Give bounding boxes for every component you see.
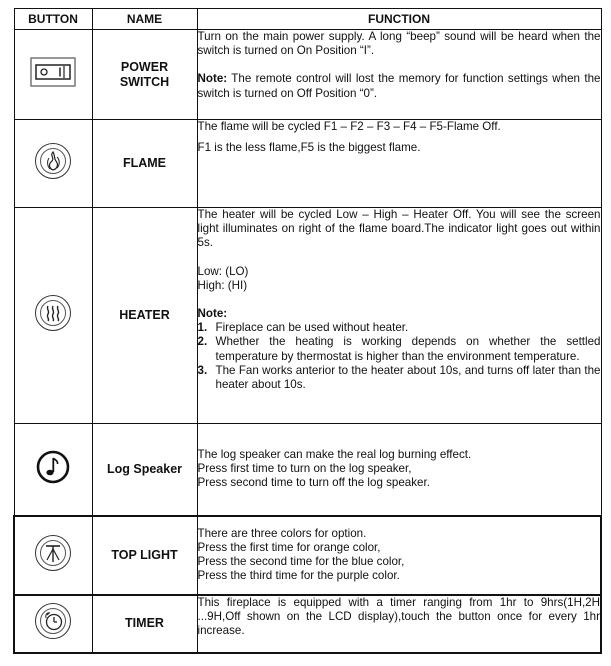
top-light-line-4: Press the third time for the purple color. <box>197 569 400 583</box>
header-name: NAME <box>92 9 197 30</box>
header-button: BUTTON <box>14 9 92 30</box>
top-light-line-2: Press the first time for orange color, <box>197 540 381 554</box>
note-label: Note: <box>197 72 228 86</box>
top-light-icon <box>35 535 71 571</box>
top-light-line-1: There are three colors for option. <box>197 526 367 540</box>
log-speaker-line-1: The log speaker can make the real log burning effect. <box>197 447 472 461</box>
name-heater: HEATER <box>92 208 197 424</box>
flame-icon <box>35 143 71 179</box>
header-function: FUNCTION <box>197 9 601 30</box>
table-row-flame <box>14 120 601 208</box>
header-row <box>14 9 601 30</box>
table-row-top-light <box>14 516 601 595</box>
heater-low: Low: (LO) <box>197 264 249 278</box>
list-item: 1. Fireplace can be used without heater. <box>197 321 409 335</box>
button-function-table <box>13 8 602 654</box>
heat-waves-icon <box>35 295 71 331</box>
table-row-power-switch <box>14 30 601 120</box>
power-switch-note: The remote control will lost the memory for function settings when the switch is turned on Off Position “0”. <box>197 72 601 100</box>
flame-range: F1 is the less flame,F5 is the biggest flame. <box>197 141 421 155</box>
list-item: 2. Whether the heating is working depends on whether the settled temperature by thermostat is higher than the environment temperature. <box>197 335 601 363</box>
list-item: 3. The Fan works anterior to the heater about 10s, and turns off later than the heater about 10s. <box>197 363 601 392</box>
name-switch: SWITCH <box>119 74 170 89</box>
music-note-icon <box>35 449 71 490</box>
name-top-light: TOP LIGHT <box>92 516 197 595</box>
heater-note-label: Note: <box>197 307 228 321</box>
rocker-switch-icon <box>30 57 76 92</box>
timer-icon <box>35 603 71 639</box>
heater-high: High: (HI) <box>197 278 248 292</box>
heater-description: The heater will be cycled Low – High – Heater Off. You will see the screen light illuminates on right of the flame board.The indicator light goes out within 5s. <box>197 208 601 250</box>
name-log-speaker: Log Speaker <box>92 424 197 516</box>
flame-description: The flame will be cycled F1 – F2 – F3 – F4 – F5-Flame Off. <box>197 120 501 133</box>
power-switch-description: Turn on the main power supply. A long “beep” sound will be heard when the switch is turned on On Position “I”. <box>197 30 601 58</box>
log-speaker-line-2: Press first time to turn on the log speaker, <box>197 462 412 476</box>
table-row-heater <box>14 208 601 424</box>
log-speaker-line-3: Press second time to turn off the log speaker. <box>197 476 430 490</box>
table-row-log-speaker <box>14 424 601 516</box>
top-light-line-3: Press the second time for the blue color, <box>197 555 405 568</box>
heater-notes-list <box>198 321 601 392</box>
timer-description: This fireplace is equipped with a timer ranging from 1hr to 9hrs(1H,2H ...9H,Off shown on the LCD display),touch the button once for every 1hr increase. <box>197 595 600 637</box>
table-row-timer <box>14 595 601 653</box>
name-flame: FLAME <box>92 120 197 208</box>
name-timer: TIMER <box>92 595 197 653</box>
name-power: POWER <box>120 59 169 74</box>
